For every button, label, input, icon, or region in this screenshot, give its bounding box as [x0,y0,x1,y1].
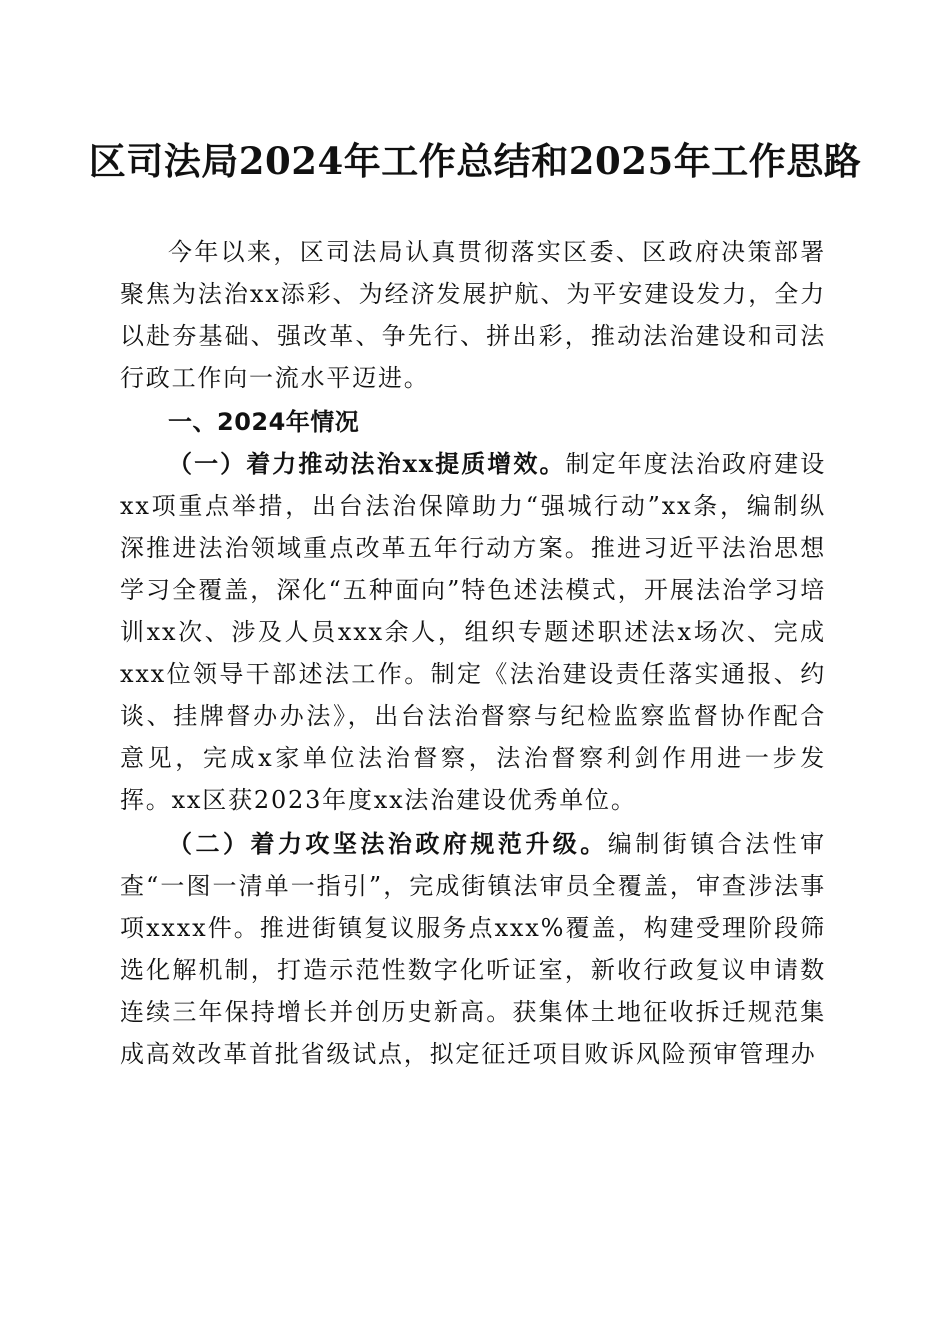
subsection-2-text: 编制街镇合法性审查“一图一清单一指引”，完成街镇法审员全覆盖，审查涉法事项xxxx件。推进街镇复议服务点xxx%覆盖，构建受理阶段筛选化解机制，打造示范性数字化听证室，新收行政复议申请数连续三年保持增长并创历史新高。获集体土地征收拆迁规范集成高效改革首批省级试点，拟定征迁项目败诉风险预审管理办 [120,830,826,1068]
document-title: 区司法局2024年工作总结和2025年工作思路 [88,139,862,183]
subsection-1-paragraph [120,443,826,821]
subsection-2-paragraph [120,823,826,1075]
subsection-1-text: 制定年度法治政府建设xx项重点举措，出台法治保障助力“强城行动”xx条，编制纵深推进法治领域重点改革五年行动方案。推进习近平法治思想学习全覆盖，深化“五种面向”特色述法模式，开展法治学习培训xx次、涉及人员xxx余人，组织专题述职述法x场次、完成xxx位领导干部述法工作。制定《法治建设责任落实通报、约谈、挂牌督办办法》，出台法治督察与纪检监察监督协作配合意见，完成x家单位法治督察，法治督察利剑作用进一步发挥。xx区获2023年度xx法治建设优秀单位。 [120,450,826,814]
subsection-2-lead: （二）着力攻坚法治政府规范升级。 [168,829,608,858]
subsection-1-lead: （一）着力推动法治xx提质增效。 [168,449,566,478]
section-heading-2024: 一、2024年情况 [168,408,360,436]
document-body [120,231,826,1075]
intro-paragraph: 今年以来，区司法局认真贯彻落实区委、区政府决策部署聚焦为法治xx添彩、为经济发展护航、为平安建设发力，全力以赴夯基础、强改革、争先行、拼出彩，推动法治建设和司法行政工作向一流水平迈进。 [120,238,826,392]
